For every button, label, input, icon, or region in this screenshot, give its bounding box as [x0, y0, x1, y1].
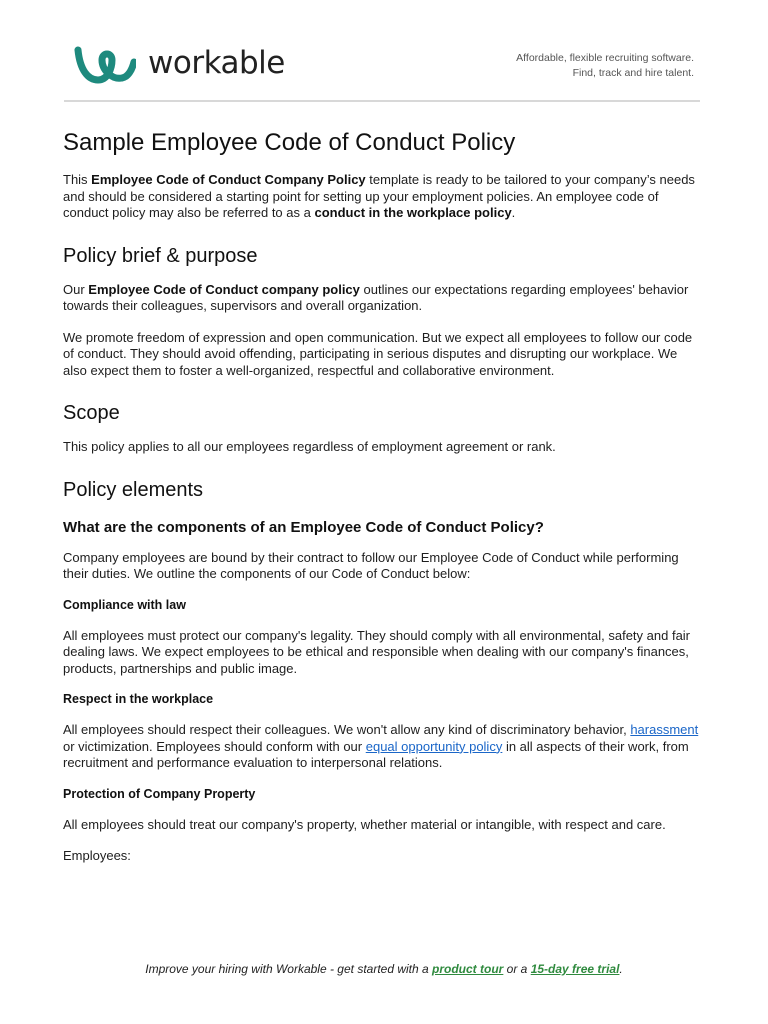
property-paragraph: All employees should treat our company's property, whether material or intangible, with respect and care.: [63, 816, 666, 832]
compliance-heading: Compliance with law: [63, 597, 186, 612]
free-trial-link[interactable]: 15-day free trial: [530, 962, 620, 976]
tagline-line-1: Affordable, flexible recruiting software.: [516, 52, 694, 64]
header-divider: [64, 100, 700, 102]
product-tour-link[interactable]: product tour: [432, 962, 504, 976]
brief-paragraph-1: Our Employee Code of Conduct company policy outlines our expectations regarding employees' behavior towards their colleagues, supervisors and overall organization.: [63, 281, 689, 313]
header-tagline: [516, 51, 694, 81]
scope-paragraph: This policy applies to all our employees regardless of employment agreement or rank.: [63, 439, 556, 454]
workable-mark-icon: [72, 44, 136, 86]
page-header: [64, 40, 700, 90]
page-title: Sample Employee Code of Conduct Policy: [63, 129, 516, 156]
respect-heading: Respect in the workplace: [63, 692, 214, 706]
employees-label: Employees:: [63, 848, 131, 863]
harassment-link[interactable]: harassment: [630, 722, 699, 737]
section-heading-brief: Policy brief & purpose: [63, 244, 258, 267]
tagline-line-2: Find, track and hire talent.: [572, 67, 694, 79]
elements-paragraph: Company employees are bound by their contract to follow our Employee Code of Conduct while performing their duties. We outline the components of our Code of Conduct below:: [63, 549, 679, 581]
respect-paragraph: All employees should respect their colleagues. We won't allow any kind of discriminatory behavior, harassment or victimization. Employees should conform with our equal opportunity policy in all aspects of their work, from recruitment and performance evaluation to interpersonal relations.: [63, 722, 699, 770]
property-heading: Protection of Company Property: [63, 786, 256, 801]
intro-paragraph: This Employee Code of Conduct Company Policy template is ready to be tailored to your company’s needs and should be considered a starting point for setting up your employment policies. An employee code of conduct policy may also be referred to as a conduct in the workplace policy.: [63, 172, 695, 220]
logo-text: workable: [148, 45, 285, 81]
equal-opportunity-policy-link[interactable]: equal opportunity policy: [365, 738, 503, 754]
document-body: [63, 126, 703, 865]
elements-subheading: What are the components of an Employee Code of Conduct Policy?: [63, 518, 544, 536]
brief-paragraph-2: We promote freedom of expression and open communication. But we expect all employees to follow our code of conduct. They should avoid offending, participating in serious disputes and disrupting our workplace. We also expect them to foster a well-organized, respectful and collaborative environment.: [63, 329, 693, 378]
workable-logo[interactable]: [72, 44, 285, 86]
page-footer: Improve your hiring with Workable - get started with a product tour or a 15-day free trial.: [145, 962, 623, 976]
compliance-paragraph: All employees must protect our company's legality. They should comply with all environmental, safety and fair dealing laws. We expect employees to be ethical and responsible when dealing with our company's finances, products, partnerships and public image.: [63, 627, 691, 676]
section-heading-elements: Policy elements: [63, 478, 204, 501]
section-heading-scope: Scope: [63, 402, 120, 424]
